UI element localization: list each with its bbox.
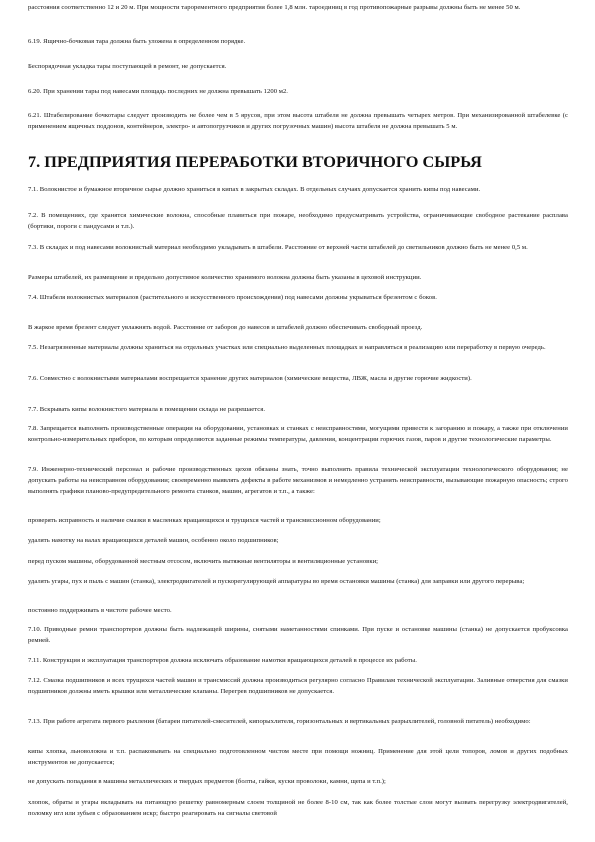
paragraph-body-6: 7.5. Незагрязненные материалы должны храниться на отдельных участках или специально выделенных площадках и направляться в реализацию или переработку в первую очередь. [28,344,546,351]
paragraph-top-3: 6.20. При хранении тары под навесами площадь последних не должна превышать 1200 м2. [28,88,289,95]
paragraph-body-8: 7.7. Вскрывать кипы волокнистого материала в помещении склада не разрешается. [28,406,266,413]
paragraph-body-10: 7.9. Инженерно-технический персонал и рабочие производственных цехов обязаны знать, точно выполнять правила технической эксплуатации технологического оборудования; не допускать работы на неисправном оборудовании; своевременно выявлять дефекты в работе механизмов и немедленно устранять неисправности, вызывающие пожарную опасность; строго выполнять графики планово-предупредительного ремонта станков, машин, агрегатов и т.п., а также: [28,466,568,495]
paragraph-body-21: не допускать попадания в машины металлических и твердых предметов (болты, гайки, куски проволоки, камни, щепа и т.п.); [28,778,386,785]
paragraph-body-5: В жаркое время брезент следует увлажнять водой. Расстояние от заборов до навесов и штабелей должно обеспечивать свободный проезд. [28,324,423,331]
paragraph-top-0: расстояния соответственно 12 и 20 м. При мощности тарорементного предприятия более 1,8 млн. тароединиц в год противопожарные разрывы должны быть не менее 50 м. [28,4,521,11]
paragraph-body-16: 7.10. Приводные ремни транспортеров должны быть надлежащей ширины, снятыми наметанностями спинками. При пуске и остановке машины (станка) не допускается пробуксовка ремней. [28,626,568,644]
paragraph-body-19: 7.13. При работе агрегата первого рыхления (батареи питателей-смесителей, кипорыхлителя, горизонтальных и вертикальных разрыхлителей, головной питатель) необходимо: [28,718,531,725]
paragraph-body-17: 7.11. Конструкция и эксплуатация транспортеров должна исключать образование намотки вращающихся деталей в процессе их работы. [28,657,417,664]
paragraph-top-1: 6.19. Ящично-бочковая тара должна быть уложена в определенном порядке. [28,38,246,45]
paragraph-body-20: кипы хлопка, льноволокна и т.п. распаковывать на специально подготовленном чистом месте при помощи ножниц. Применение для этой цели топоров, ломов и других подобных инструментов не допускается; [28,748,568,766]
paragraph-body-2: 7.3. В складах и под навесами волокнистый материал необходимо укладывать в штабели. Расстояние от верхней части штабелей до светильников должно быть не менее 0,5 м. [28,244,528,251]
paragraph-body-7: 7.6. Совместно с волокнистыми материалами воспрещается хранение других материалов (химические вещества, ЛВЖ, масла и другие горючие жидкости). [28,375,472,382]
paragraph-body-18: 7.12. Смазка подшипников и всех трущихся частей машин и трансмиссий должна производиться регулярно согласно Правилам технической эксплуатации. Заливные отверстия для смазки подшипников должны иметь крышки или металлические клапаны. Перегрев подшипников не допускается. [28,677,568,695]
paragraph-body-14: удалять угары, пух и пыль с машин (станка), электродвигателей и пускорегулирующей аппаратуры во время остановки машины (станка) для заправки или другого перерыва; [28,578,525,585]
paragraph-body-3: Размеры штабелей, их размещение и предельно допустимое количество хранимого волокна должны быть указаны в цеховой инструкции. [28,274,422,281]
paragraph-body-22: хлопок, обраты и угары вкладывать на питающую решетку равномерным слоем толщиной не более 8-10 см, так как более толстые слои могут вызвать перегрузку электродвигателей, поломку игл или зубьев с образованием искр; быстро реагировать на сигналы световой [28,799,568,817]
paragraph-body-9: 7.8. Запрещается выполнять производственные операции на оборудовании, установках и станках с неисправностями, могущими привести к загоранию и пожару, а также при отключении контрольно-измерительных приборов, по которым определяются заданные режимы температуры, давления, концентрации горючих газов, паров и другие технологические параметры. [28,425,568,443]
paragraph-top-2: Беспорядочная укладка тары поступающей в ремонт, не допускается. [28,63,227,70]
section-heading: 7. ПРЕДПРИЯТИЯ ПЕРЕРАБОТКИ ВТОРИЧНОГО СЫРЬЯ [28,152,482,171]
paragraph-body-13: перед пуском машины, оборудованной местным отсосом, включить вытяжные вентиляторы и вентиляционные установки; [28,558,379,565]
paragraph-body-4: 7.4. Штабеля волокнистых материалов (растительного и искусственного происхождения) под навесами должны укрываться брезентом с боков. [28,294,437,301]
paragraph-body-12: удалять намотку на валах вращающихся деталей машин, особенно около подшипников; [28,537,279,544]
paragraph-body-0: 7.1. Волокнистое и бумажное вторичное сырье должно храниться в кипах в закрытых складах. В отдельных случаях допускается хранить кипы под навесами. [28,186,481,193]
paragraph-body-15: постоянно поддерживать в чистоте рабочее место. [28,607,172,614]
paragraph-body-1: 7.2. В помещениях, где хранятся химические волокна, способные плавиться при пожаре, необходимо предусматривать устройства, ограничивающие свободное растекание расплава (бортики, пороги с пандусами и т.п.). [28,212,568,230]
paragraph-top-4: 6.21. Штабелирование бочкотары следует производить не более чем в 5 ярусов, при этом высота штабеля не должна превышать четырех метров. При механизированной штабелевке (с применением ящичных поддонов, контейнеров, электро- и автопогрузчиков и других погрузочных машин) высота штабеля не должна превышать 5 м. [28,112,568,130]
paragraph-body-11: проверять исправность и наличие смазки в масленках вращающихся и трущихся частей и трансмиссионном оборудовании; [28,517,381,524]
